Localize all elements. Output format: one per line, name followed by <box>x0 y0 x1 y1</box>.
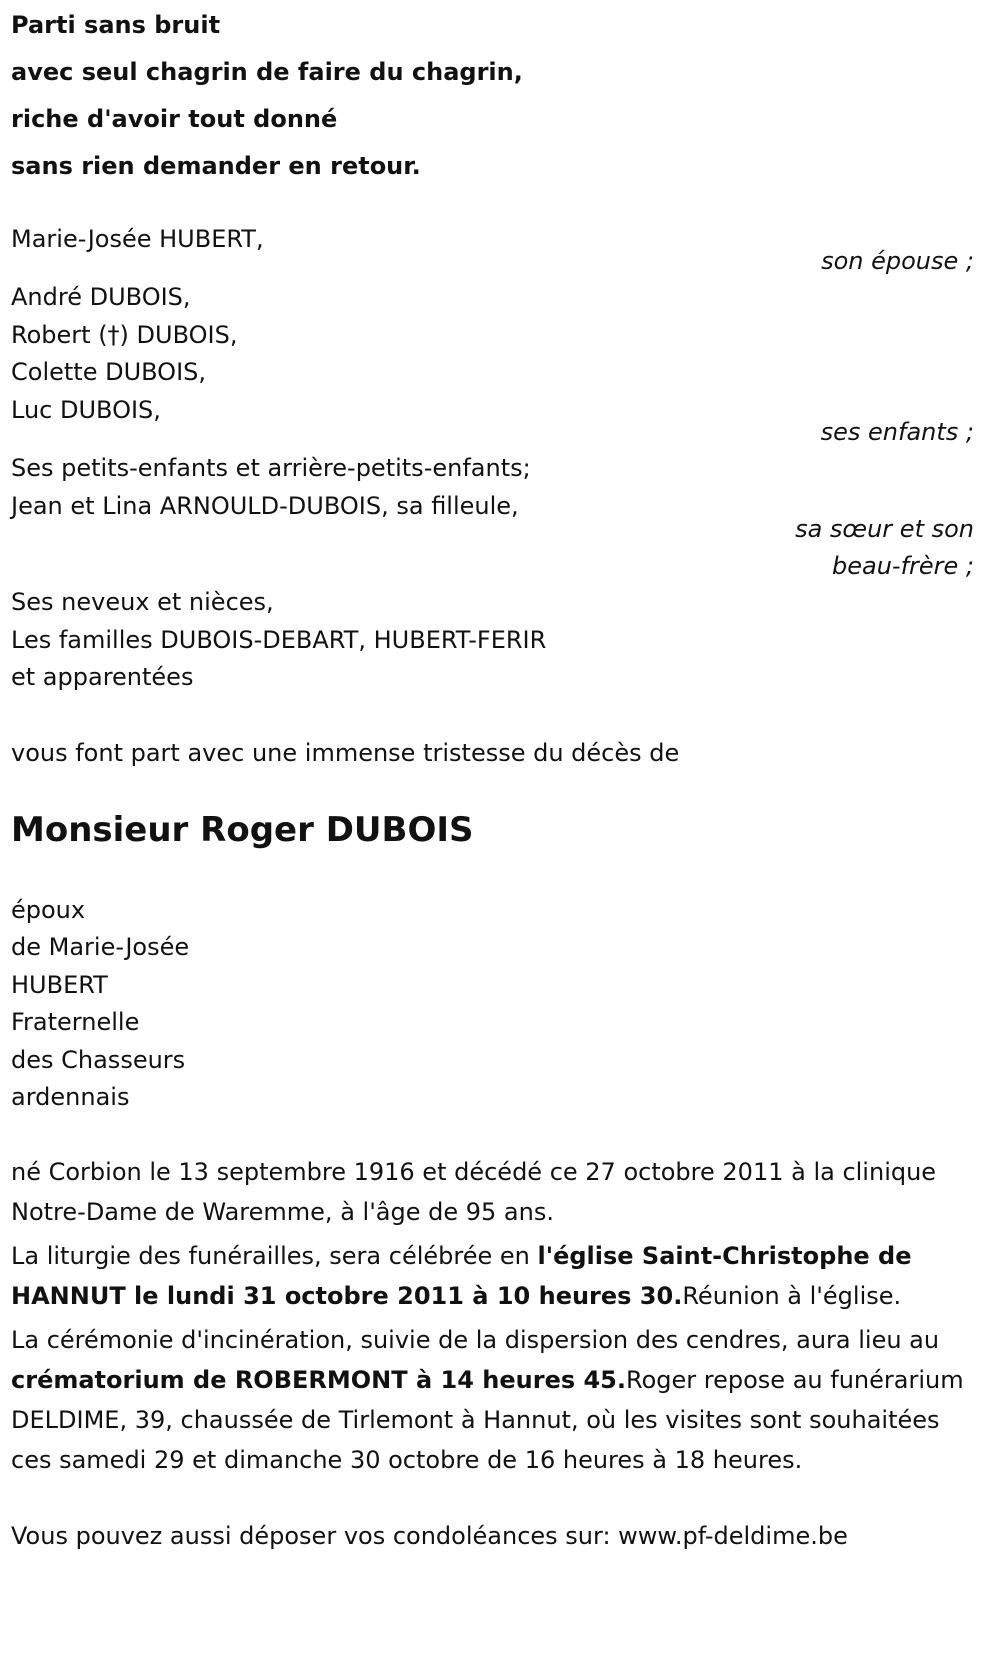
sister-name: Jean et Lina ARNOULD-DUBOIS, sa filleule, <box>11 492 519 520</box>
spouse-name: Marie-Josée HUBERT, <box>11 225 264 253</box>
detail-line-6: ardennais <box>11 1083 130 1111</box>
others-line-3: et apparentées <box>11 663 194 691</box>
child-4: Luc DUBOIS, <box>11 396 161 424</box>
detail-line-1: époux <box>11 896 86 924</box>
grandchildren-line: Ses petits-enfants et arrière-petits-enfants; <box>11 454 531 482</box>
cremation-paragraph <box>11 1320 986 1480</box>
poem-line-1: Parti sans bruit <box>11 11 221 39</box>
detail-line-3: HUBERT <box>11 971 108 999</box>
detail-line-2: de Marie-Josée <box>11 933 190 961</box>
deceased-name: Monsieur Roger DUBOIS <box>11 810 474 850</box>
child-2: Robert (†) DUBOIS, <box>11 321 238 349</box>
sister-role-line-2: beau-frère ; <box>831 552 974 580</box>
condolences-line: Vous pouvez aussi déposer vos condoléances sur: www.pf-deldime.be <box>11 1522 848 1550</box>
others-line-1: Ses neveux et nièces, <box>11 588 274 616</box>
liturgy-paragraph <box>11 1236 986 1316</box>
liturgy-outro: Réunion à l'église. <box>682 1282 902 1310</box>
child-1: André DUBOIS, <box>11 283 191 311</box>
birth-death-paragraph: né Corbion le 13 septembre 1916 et décédé ce 27 octobre 2011 à la clinique Notre-Dame de Waremme, à l'âge de 95 ans. <box>11 1158 937 1226</box>
spouse-role: son épouse ; <box>821 247 974 275</box>
children-role: ses enfants ; <box>820 418 974 446</box>
poem-line-3: riche d'avoir tout donné <box>11 105 338 133</box>
cremation-intro: La cérémonie d'incinération, suivie de la dispersion des cendres, aura lieu au <box>11 1326 940 1354</box>
poem-line-2: avec seul chagrin de faire du chagrin, <box>11 58 523 86</box>
cremation-outro: Roger repose au funérarium DELDIME, 39, chaussée de Tirlemont à Hannut, où les visites sont souhaitées ces samedi 29 et dimanche 30 octobre de 16 heures à 18 heures. <box>11 1366 964 1474</box>
liturgy-intro: La liturgie des funérailles, sera célébrée en <box>11 1242 538 1270</box>
poem-line-4: sans rien demander en retour. <box>11 152 421 180</box>
cremation-place-time: crématorium de ROBERMONT à 14 heures 45. <box>11 1366 626 1394</box>
child-3: Colette DUBOIS, <box>11 358 207 386</box>
liturgy-church-time: l'église Saint-Christophe de HANNUT le lundi 31 octobre 2011 à 10 heures 30. <box>11 1242 912 1310</box>
sister-role-line-1: sa sœur et son <box>795 515 974 543</box>
detail-line-4: Fraternelle <box>11 1008 140 1036</box>
others-line-2: Les familles DUBOIS-DEBART, HUBERT-FERIR <box>11 626 547 654</box>
announcement: vous font part avec une immense tristesse du décès de <box>11 739 680 767</box>
detail-line-5: des Chasseurs <box>11 1046 186 1074</box>
